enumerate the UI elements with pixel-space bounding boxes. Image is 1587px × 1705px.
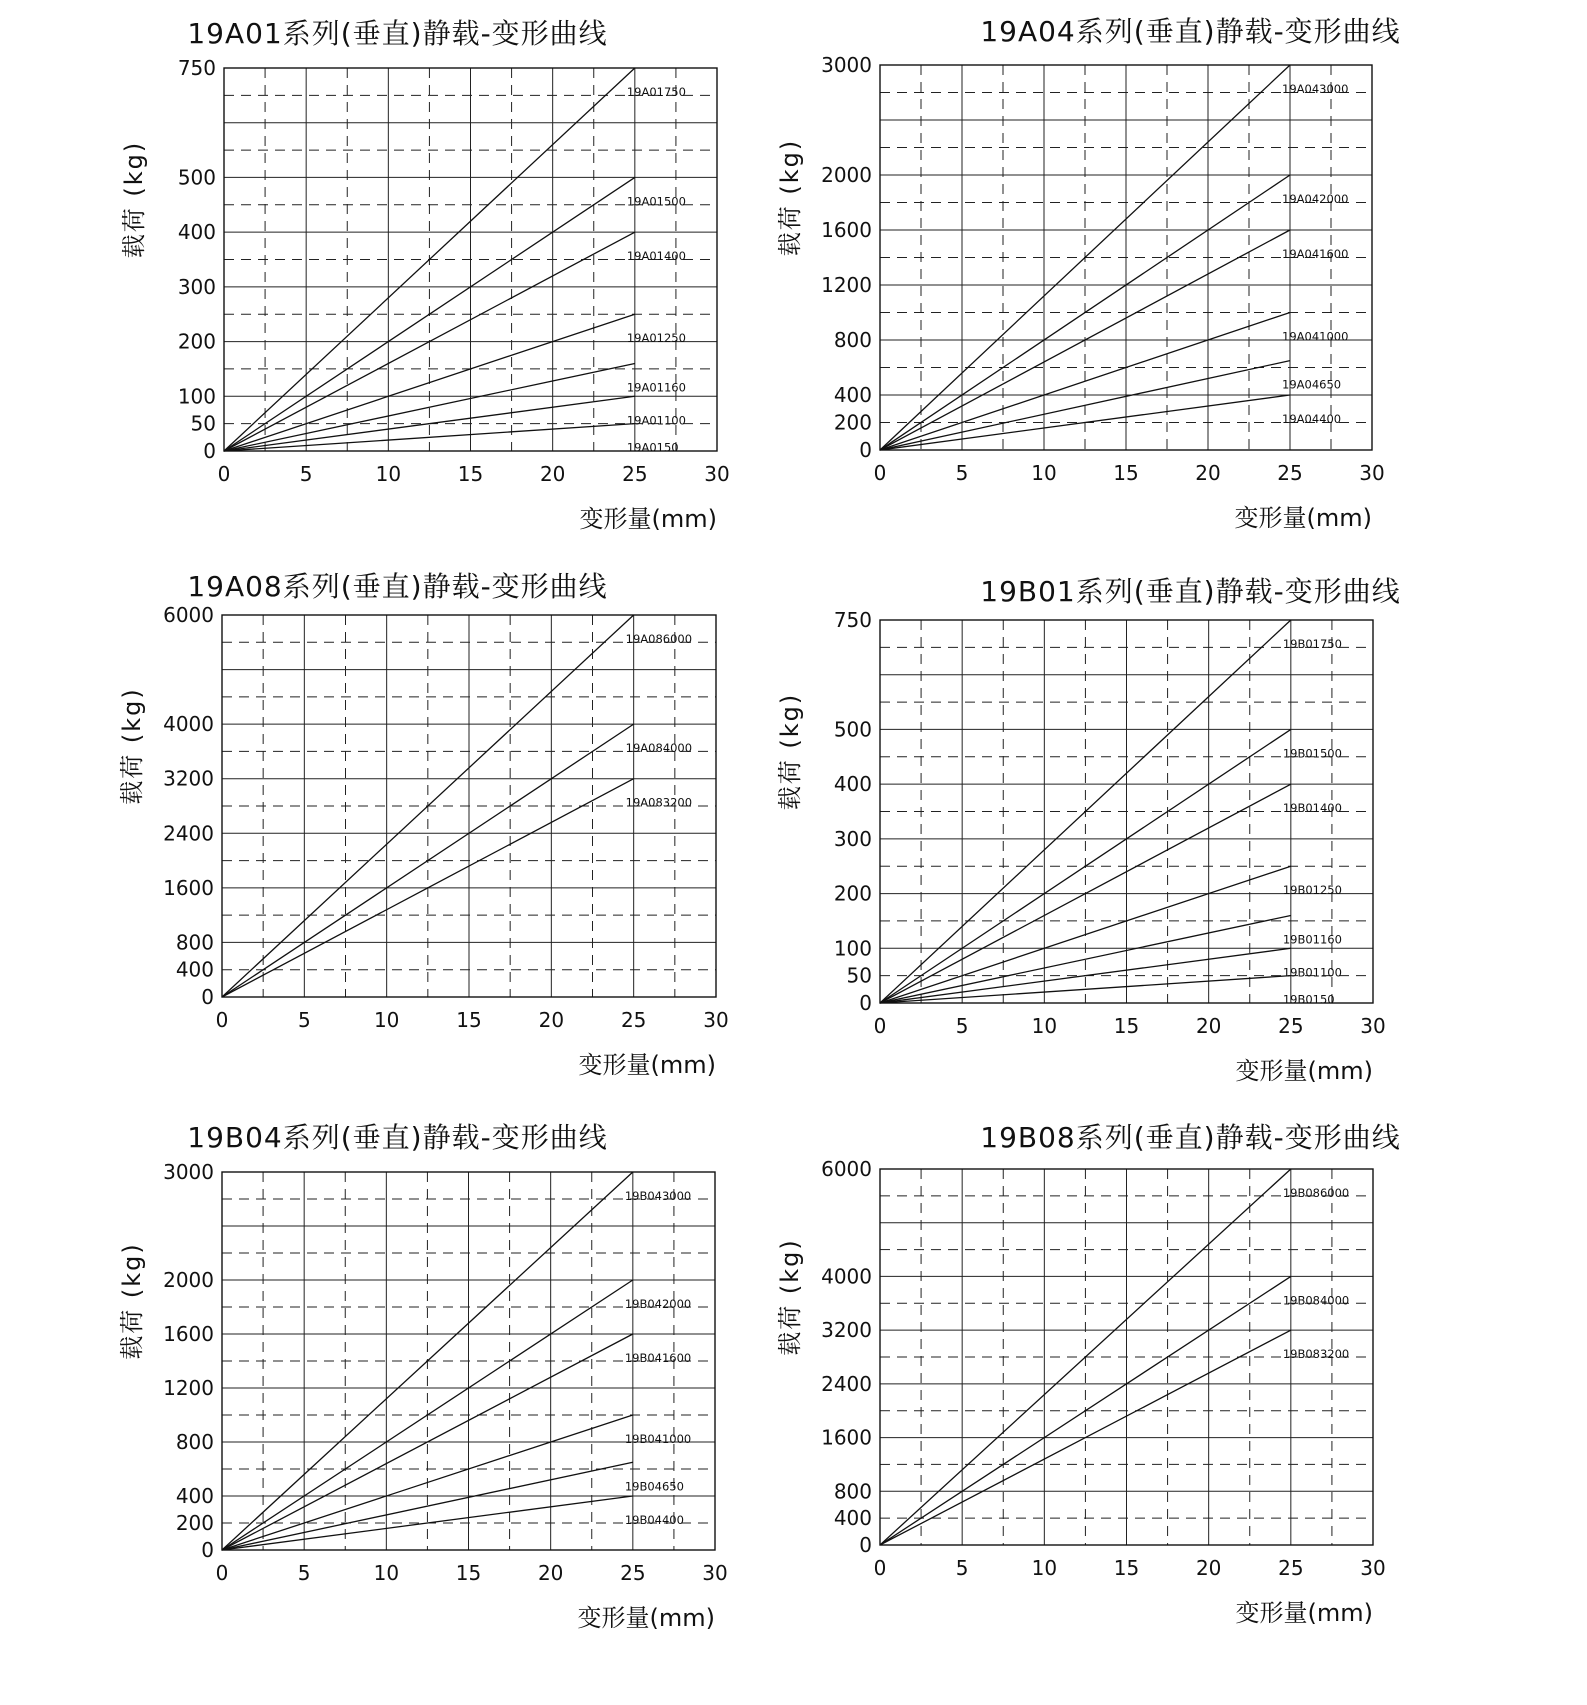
- series-label: 19B042000: [624, 1297, 692, 1311]
- x-tick-label: 25: [1277, 461, 1303, 485]
- x-tick-label: 0: [217, 462, 231, 486]
- y-axis-title: 载荷 (kg): [118, 1242, 146, 1360]
- x-tick-label: 15: [457, 462, 484, 486]
- y-tick-label: 400: [833, 1506, 872, 1531]
- x-tick-label: 10: [1031, 461, 1057, 485]
- series-label: 19B086000: [1282, 1186, 1350, 1200]
- y-axis-title: 载荷 (kg): [776, 138, 804, 257]
- x-tick-label: 0: [873, 461, 887, 485]
- x-tick-label: 10: [1031, 1556, 1058, 1580]
- series-label: 19A01400: [626, 249, 686, 264]
- x-tick-label: 0: [873, 1556, 887, 1580]
- x-tick-label: 30: [1359, 461, 1385, 485]
- x-tick-label: 15: [456, 1008, 482, 1032]
- chart-title: 19B08系列(垂直)静载-变形曲线: [980, 1121, 1401, 1154]
- series-label: 19A04400: [1282, 412, 1342, 426]
- y-tick-label: 100: [833, 936, 872, 961]
- x-axis-title: 变形量(mm): [579, 505, 717, 533]
- y-tick-label: 500: [177, 165, 216, 190]
- y-axis-title: 载荷 (kg): [776, 1238, 804, 1356]
- series-label: 19A01750: [626, 85, 686, 99]
- y-tick-label: 3000: [821, 53, 872, 77]
- y-tick-label: 1600: [163, 875, 214, 900]
- chart-panel-19a08: [0, 555, 793, 1115]
- series-label: 19A084000: [625, 741, 693, 756]
- series-label: 19A01250: [626, 331, 686, 346]
- series-label: 19A041000: [1282, 329, 1349, 344]
- y-tick-label: 300: [177, 274, 216, 299]
- series-label: 19B083200: [1282, 1347, 1350, 1362]
- x-tick-label: 5: [299, 462, 313, 486]
- series-label: 19B0150: [1282, 992, 1335, 1007]
- series-label: 19A01500: [626, 194, 686, 209]
- y-tick-label: 800: [833, 1479, 872, 1504]
- x-tick-label: 20: [1195, 1014, 1222, 1038]
- series-label: 19B084000: [1282, 1293, 1350, 1308]
- chart-panel-19b01: [776, 555, 1587, 1115]
- x-tick-label: 5: [955, 1556, 969, 1580]
- series-label: 19B041000: [624, 1432, 692, 1446]
- y-tick-label: 750: [833, 608, 872, 632]
- y-tick-label: 6000: [821, 1157, 872, 1181]
- x-tick-label: 10: [375, 462, 402, 486]
- x-axis-title: 变形量(mm): [578, 1051, 716, 1079]
- y-tick-label: 400: [833, 383, 872, 407]
- series-label: 19A042000: [1282, 192, 1349, 206]
- chart-title: 19B04系列(垂直)静载-变形曲线: [187, 1121, 608, 1154]
- y-tick-label: 400: [175, 957, 214, 982]
- y-tick-label: 200: [833, 881, 872, 906]
- series-label: 19A01100: [626, 413, 686, 428]
- y-tick-label: 400: [177, 220, 216, 245]
- y-tick-label: 50: [846, 963, 872, 988]
- series-label: 19A086000: [625, 632, 693, 646]
- x-axis-title: 变形量(mm): [1235, 1057, 1373, 1085]
- series-label: 19B01750: [1282, 637, 1342, 651]
- y-axis-title: 载荷 (kg): [776, 692, 804, 811]
- y-tick-label: 1600: [163, 1322, 214, 1346]
- y-tick-label: 4000: [821, 1264, 872, 1289]
- x-tick-label: 30: [1360, 1556, 1386, 1580]
- y-axis-title: 载荷 (kg): [120, 140, 148, 259]
- x-axis-title: 变形量(mm): [1234, 504, 1372, 532]
- y-tick-label: 500: [833, 717, 872, 742]
- chart-title: 19B01系列(垂直)静载-变形曲线: [980, 575, 1401, 608]
- x-tick-label: 20: [537, 1561, 564, 1585]
- y-tick-label: 3200: [821, 1318, 872, 1343]
- series-label: 19B043000: [624, 1189, 692, 1203]
- x-tick-label: 20: [538, 1008, 565, 1032]
- series-label: 19B041600: [624, 1351, 692, 1365]
- y-tick-label: 1600: [821, 1425, 872, 1450]
- x-tick-label: 10: [373, 1008, 400, 1032]
- x-tick-label: 10: [373, 1561, 400, 1585]
- y-tick-label: 2000: [821, 163, 872, 187]
- series-label: 19A043000: [1282, 82, 1349, 96]
- x-axis-title: 变形量(mm): [577, 1604, 715, 1632]
- series-label: 19B01160: [1282, 932, 1342, 947]
- x-tick-label: 15: [1113, 1014, 1140, 1038]
- y-tick-label: 300: [833, 826, 872, 851]
- series-label: 19B01250: [1282, 883, 1342, 898]
- y-tick-label: 750: [177, 56, 216, 80]
- y-axis-title: 载荷 (kg): [118, 687, 146, 805]
- x-tick-label: 0: [215, 1008, 229, 1032]
- chart-title: 19A04系列(垂直)静载-变形曲线: [980, 15, 1401, 48]
- y-tick-label: 800: [175, 1430, 214, 1454]
- x-tick-label: 20: [539, 462, 566, 486]
- series-label: 19B01400: [1282, 801, 1342, 816]
- chart-svg: [776, 0, 1587, 560]
- y-tick-label: 200: [175, 1511, 214, 1535]
- y-tick-label: 400: [175, 1484, 214, 1508]
- chart-svg: [776, 555, 1587, 1115]
- x-tick-label: 30: [702, 1561, 728, 1585]
- chart-panel-19a04: [776, 0, 1587, 560]
- x-tick-label: 30: [1360, 1014, 1386, 1038]
- series-label: 19A0150: [626, 440, 679, 455]
- series-label: 19B04650: [624, 1479, 684, 1494]
- y-tick-label: 1200: [821, 273, 872, 297]
- x-tick-label: 25: [620, 1008, 647, 1032]
- x-tick-label: 5: [955, 461, 969, 485]
- x-tick-label: 0: [873, 1014, 887, 1038]
- x-tick-label: 15: [1113, 1556, 1140, 1580]
- y-tick-label: 4000: [163, 712, 214, 737]
- y-tick-label: 2000: [163, 1268, 214, 1292]
- series-label: 19A041600: [1282, 247, 1349, 261]
- series-label: 19A01160: [626, 380, 686, 395]
- x-tick-label: 25: [622, 462, 648, 486]
- chart-svg: [0, 0, 793, 560]
- chart-panel-19a01: [0, 0, 793, 560]
- y-tick-label: 2400: [821, 1371, 872, 1396]
- x-tick-label: 30: [703, 1008, 729, 1032]
- y-tick-label: 0: [201, 1538, 214, 1562]
- x-tick-label: 0: [215, 1561, 229, 1585]
- y-tick-label: 50: [190, 411, 216, 436]
- chart-svg: [0, 555, 793, 1115]
- x-tick-label: 30: [704, 462, 730, 486]
- y-tick-label: 800: [833, 328, 872, 352]
- y-tick-label: 0: [859, 991, 872, 1015]
- chart-panel-19b08: [776, 1110, 1587, 1705]
- x-tick-label: 5: [955, 1014, 969, 1038]
- y-tick-label: 2400: [163, 821, 214, 846]
- x-axis-title: 变形量(mm): [1235, 1599, 1373, 1627]
- y-tick-label: 800: [175, 930, 214, 955]
- y-tick-label: 3000: [163, 1160, 214, 1184]
- y-tick-label: 200: [833, 410, 872, 435]
- y-tick-label: 100: [177, 384, 216, 409]
- series-label: 19B01100: [1282, 965, 1342, 980]
- y-tick-label: 0: [859, 1533, 872, 1557]
- x-tick-label: 25: [1278, 1014, 1304, 1038]
- chart-title: 19A08系列(垂直)静载-变形曲线: [187, 570, 608, 603]
- x-tick-label: 15: [455, 1561, 482, 1585]
- y-tick-label: 3200: [163, 766, 214, 791]
- y-tick-label: 0: [203, 439, 216, 463]
- x-tick-label: 5: [297, 1561, 311, 1585]
- series-label: 19B04400: [624, 1513, 684, 1527]
- y-tick-label: 200: [177, 329, 216, 354]
- chart-svg: [776, 1110, 1587, 1705]
- y-tick-label: 1600: [821, 218, 872, 242]
- chart-title: 19A01系列(垂直)静载-变形曲线: [187, 17, 608, 50]
- chart-svg: [0, 1110, 793, 1705]
- y-tick-label: 0: [201, 985, 214, 1009]
- y-tick-label: 0: [859, 438, 872, 462]
- x-tick-label: 25: [1278, 1556, 1304, 1580]
- x-tick-label: 20: [1195, 1556, 1222, 1580]
- chart-panel-19b04: [0, 1110, 793, 1705]
- x-tick-label: 25: [620, 1561, 646, 1585]
- x-tick-label: 5: [297, 1008, 311, 1032]
- x-tick-label: 20: [1195, 461, 1221, 485]
- series-label: 19A04650: [1282, 377, 1342, 392]
- x-tick-label: 10: [1031, 1014, 1058, 1038]
- x-tick-label: 15: [1113, 461, 1139, 485]
- series-label: 19A083200: [625, 795, 693, 810]
- y-tick-label: 1200: [163, 1376, 214, 1400]
- y-tick-label: 400: [833, 772, 872, 797]
- series-label: 19B01500: [1282, 746, 1342, 761]
- y-tick-label: 6000: [163, 603, 214, 627]
